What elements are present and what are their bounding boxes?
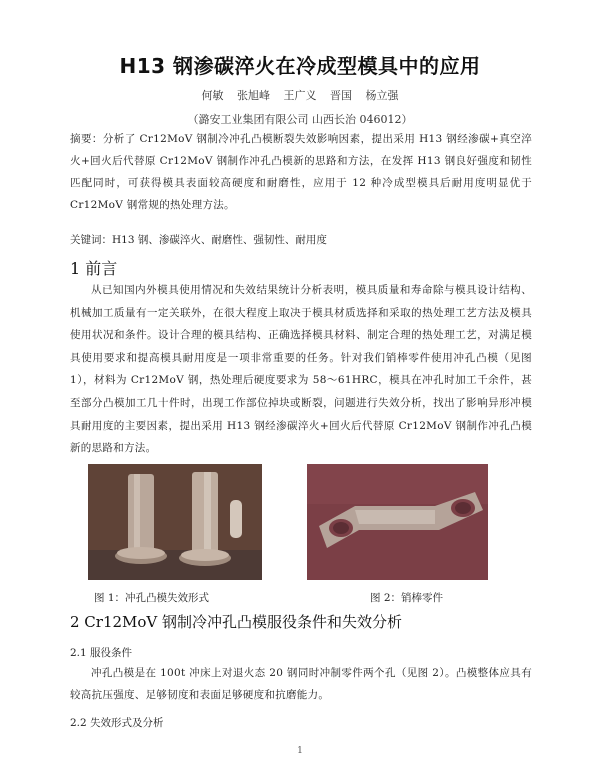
keywords: 关键词：H13 钢、渗碳淬火、耐磨性、强韧性、耐用度 — [70, 234, 327, 246]
section-2-1-body: 冲孔凸模是在 100t 冲床上对退火态 20 钢同时冲制零件两个孔（见图 2）。凸模整体应具有较高抗压强度、足够韧度和表面足够硬度和抗磨能力。 — [70, 667, 532, 701]
section-2-heading: 2 Cr12MoV 钢制冷冲孔凸模服役条件和失效分析 — [70, 613, 403, 631]
paper-title: H13 钢渗碳淬火在冷成型模具中的应用 — [119, 54, 481, 78]
section-2-1-heading: 2.1 服役条件 — [70, 647, 133, 659]
punch-photo-graphic — [88, 464, 262, 580]
affiliation: （潞安工业集团有限公司 山西长治 046012） — [187, 113, 413, 126]
section-1-body: 从已知国内外模具使用情况和失效结果统计分析表明，模具质量和寿命除与模具设计结构、机械加工质量有一定关联外，在很大程度上取决于模具材质选择和采取的热处理工艺方法及模具使用状况和条件。设计合理的模具结构、正确选择模具材料、制定合理的热处理工艺，对满足模具使用要求和提高模具耐用度是一项非常重要的任务。针对我们销棒零件使用冲孔凸模（见图 1），材料为 Cr12MoV 钢，热处理后硬度要求为 58～61HRC，模具在冲孔时加工千余件，甚至部分凸模加工几十件时，出现工作部位掉块或断裂，问题进行失效分析，找出了影响异形冲模具耐用度的主要因素，提出采用 H13 钢经渗碳淬火+回火后代替原 Cr12MoV 钢制作冲孔凸模新的思路和方法。 — [70, 284, 532, 455]
figure-1-photo — [88, 464, 262, 580]
page-number: 1 — [297, 746, 303, 756]
abstract: 摘要：分析了 Cr12MoV 钢制冷冲孔凸模断裂失效影响因素，提出采用 H13 钢经渗碳+真空淬火+回火后代替原 Cr12MoV 钢制作冲孔凸模新的思路和方法，在发挥 H13 钢良好强度和韧性匹配同时，可获得模具表面较高硬度和耐磨性，应用于 12 种冷成型模具后耐用度明显优于 Cr12MoV 钢常规的热处理方法。 — [70, 133, 532, 211]
figure-1-caption: 图 1：冲孔凸模失效形式 — [94, 592, 210, 604]
section-1-heading: 1 前言 — [70, 259, 118, 278]
author-list: 何敏 张旭峰 王广义 晋国 杨立强 — [201, 89, 399, 102]
figure-2-caption: 图 2：销棒零件 — [370, 592, 444, 604]
pin-part-photo-graphic — [307, 464, 488, 580]
figure-2-photo — [307, 464, 488, 580]
section-2-2-heading: 2.2 失效形式及分析 — [70, 717, 164, 729]
